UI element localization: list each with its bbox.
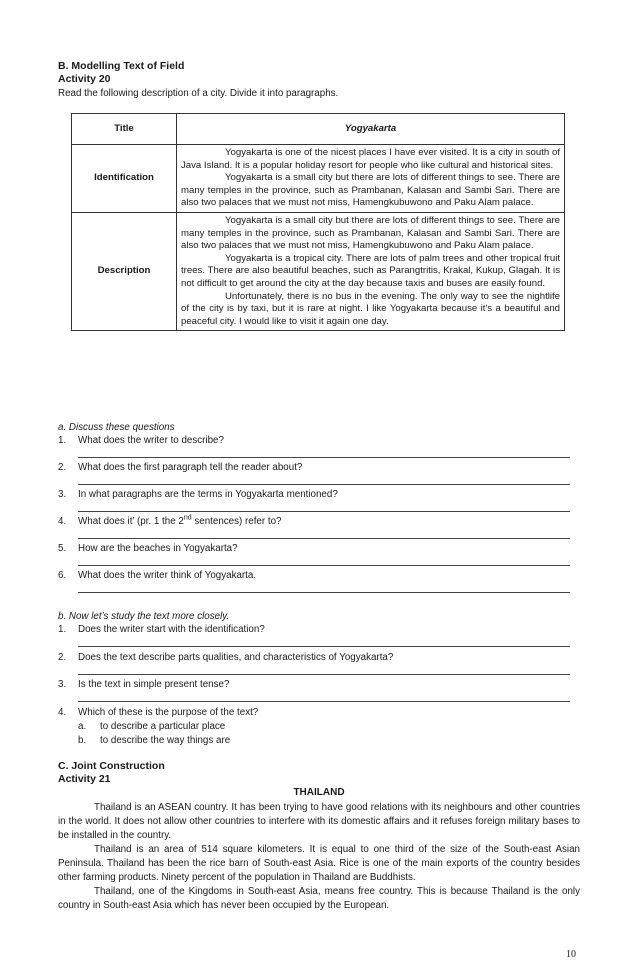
section-c-heading: C. Joint Construction xyxy=(58,760,165,772)
title-label-cell: Title xyxy=(72,114,177,145)
title-value-cell: Yogyakarta xyxy=(177,114,565,145)
question-a6 xyxy=(58,569,578,582)
answer-line[interactable] xyxy=(78,538,570,539)
identification-paragraph: Yogyakarta is a small city but there are lots of different things to see. There are many temples in the province, such as Prambanan, Kalasan and Sambi Sari. There are also two palaces that we must not miss, Hamengkubuwono and Paku Alam palace. xyxy=(181,172,560,209)
description-paragraph: Unfortunately, there is no bus in the evening. The only way to see the nightlife of the city is by taxi, but it is rare at night. I like Yogyakarta because it's a beautiful and peaceful city. I would like to visit it again one day. xyxy=(181,290,560,327)
answer-line[interactable] xyxy=(78,592,570,593)
question-text: Which of these is the purpose of the text? xyxy=(78,707,259,718)
question-number: 1. xyxy=(58,624,67,635)
activity-20-label: Activity 20 xyxy=(58,73,111,85)
question-text: Is the text in simple present tense? xyxy=(78,679,230,690)
question-text: What does it’ (pr. 1 the 2 xyxy=(78,516,184,527)
question-b2 xyxy=(58,651,578,664)
table-row xyxy=(72,145,565,213)
part-a-heading: a. Discuss these questions xyxy=(58,422,175,433)
answer-line[interactable] xyxy=(78,457,570,458)
activity-21-label: Activity 21 xyxy=(58,773,111,785)
question-a3 xyxy=(58,488,578,501)
description-label-cell: Description xyxy=(72,212,177,330)
answer-line[interactable] xyxy=(78,511,570,512)
question-number: 4. xyxy=(58,707,67,718)
question-number: 1. xyxy=(58,435,67,446)
question-text: sentences) refer to? xyxy=(191,516,282,527)
question-text: In what paragraphs are the terms in Yogyakarta mentioned? xyxy=(78,489,338,500)
description-text-cell xyxy=(177,212,565,330)
question-number: 2. xyxy=(58,462,67,473)
question-b3 xyxy=(58,678,578,691)
yogyakarta-table xyxy=(71,113,565,331)
question-number: 2. xyxy=(58,652,67,663)
description-paragraph: Yogyakarta is a small city but there are lots of different things to see. There are many temples in the province, such as Prambanan, Kalasan and Sambi Sari. There are also two palaces that we must not miss, Hamengkubuwono and Paku Alam palace. xyxy=(181,214,560,252)
question-text: Does the text describe parts qualities, and characteristics of Yogyakarta? xyxy=(78,652,394,663)
option-b[interactable] xyxy=(78,734,230,747)
description-paragraph: Yogyakarta is a tropical city. There are lots of palm trees and other tropical fruit trees. There are also beautiful beaches, such as Parangtritis, Krakal, Kukup, Glagah. It is not difficult to get around the city at the day because taxis and buses are easily found. xyxy=(181,252,560,289)
superscript: nd xyxy=(183,514,192,522)
section-b-heading: B. Modelling Text of Field xyxy=(58,60,185,72)
question-a2 xyxy=(58,461,578,474)
answer-line[interactable] xyxy=(78,674,570,675)
question-text: What does the first paragraph tell the reader about? xyxy=(78,462,303,473)
thailand-text xyxy=(58,801,580,913)
identification-text-cell xyxy=(177,145,565,213)
answer-line[interactable] xyxy=(78,565,570,566)
question-b1 xyxy=(58,623,578,636)
question-number: 4. xyxy=(58,516,67,527)
question-text: What does the writer think of Yogyakarta. xyxy=(78,570,257,581)
activity-20-instruction: Read the following description of a city. Divide it into paragraphs. xyxy=(58,88,339,99)
option-text: to describe a particular place xyxy=(100,721,226,732)
answer-line[interactable] xyxy=(78,701,570,702)
thailand-title: THAILAND xyxy=(293,787,345,798)
thailand-paragraph: Thailand, one of the Kingdoms in South-east Asia, means free country. This is because Thailand is the only country in South-east Asia which has never been occupied by the European. xyxy=(58,886,580,911)
table-row xyxy=(72,212,565,330)
question-a5 xyxy=(58,542,578,555)
question-number: 3. xyxy=(58,489,67,500)
thailand-paragraph: Thailand is an ASEAN country. It has been trying to have good relations with its neighbours and other countries in the world. It does not allow other countries to interfere with its domestic affairs and it refuses foreign military bases to be installed in the country. xyxy=(58,802,580,841)
option-text: to describe the way things are xyxy=(100,735,231,746)
answer-line[interactable] xyxy=(78,646,570,647)
option-a[interactable] xyxy=(78,720,225,733)
question-a1 xyxy=(58,434,578,447)
answer-line[interactable] xyxy=(78,484,570,485)
page-number: 10 xyxy=(566,949,576,960)
question-text: What does the writer to describe? xyxy=(78,435,224,446)
option-letter: a. xyxy=(78,721,87,732)
table-row xyxy=(72,114,565,145)
question-b4 xyxy=(58,706,578,719)
thailand-paragraph: Thailand is an area of 514 square kilometers. It is equal to one third of the size of the South-east Asian Peninsula. Thailand has been the rice barn of South-east Asia. Rice is one of the main exports of the country besides other farming products. Ninety percent of the population in Thailand are Buddhists. xyxy=(58,844,580,883)
question-number: 6. xyxy=(58,570,67,581)
question-a4 xyxy=(58,515,578,528)
question-number: 5. xyxy=(58,543,67,554)
question-number: 3. xyxy=(58,679,67,690)
question-text: How are the beaches in Yogyakarta? xyxy=(78,543,238,554)
identification-paragraph: Yogyakarta is one of the nicest places I have ever visited. It is a city in south of Java Island. It is a popular holiday resort for people who like cultural and historical sites. xyxy=(181,147,560,171)
option-letter: b. xyxy=(78,735,87,746)
identification-label-cell: Identification xyxy=(72,145,177,213)
part-b-heading: b. Now let’s study the text more closely. xyxy=(58,611,230,622)
question-text: Does the writer start with the identification? xyxy=(78,624,265,635)
